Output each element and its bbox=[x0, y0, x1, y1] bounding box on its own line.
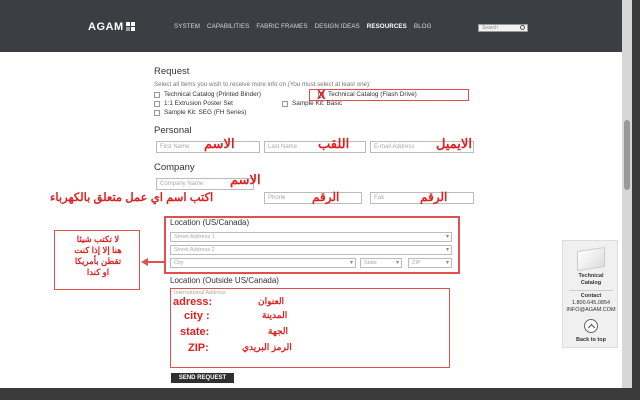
annotation-number-fax: الرقم bbox=[420, 190, 448, 204]
fax-field[interactable]: Fax bbox=[370, 192, 474, 204]
window-edge bbox=[632, 0, 640, 400]
annotation-adress-en: adress: bbox=[173, 296, 213, 308]
bottom-bar bbox=[0, 388, 640, 400]
company-heading: Company bbox=[154, 162, 195, 173]
catalog-label[interactable]: Technical Catalog bbox=[578, 273, 604, 286]
us-location-heading: Location (US/Canada) bbox=[170, 218, 250, 227]
checkbox-sample-basic[interactable]: Sample Kit: Basic bbox=[282, 100, 342, 107]
vertical-scrollbar[interactable] bbox=[622, 0, 632, 400]
sidebar-widget bbox=[562, 240, 618, 348]
email-field[interactable]: E-mail Address bbox=[370, 141, 474, 153]
search-input[interactable]: Search bbox=[478, 24, 528, 32]
last-name-field[interactable]: Last Name bbox=[264, 141, 366, 153]
nav-design-ideas[interactable]: DESIGN IDEAS bbox=[314, 23, 360, 30]
cross-mark: X bbox=[317, 87, 326, 102]
annotation-us-note: لا تكتب شيئا هنا إلا إذا كنت تقطن بأمريكا او كندا bbox=[74, 234, 122, 277]
first-name-field[interactable]: First Name bbox=[156, 141, 260, 153]
scrollbar-thumb[interactable] bbox=[624, 120, 630, 190]
annotation-state-ar: الجهة bbox=[268, 326, 289, 336]
annotation-company-name: الاسم bbox=[230, 172, 261, 187]
annotation-number-phone: الرقم bbox=[312, 190, 340, 204]
site-header bbox=[0, 0, 622, 52]
back-to-top-label[interactable]: Back to top bbox=[576, 337, 606, 343]
request-heading: Request bbox=[154, 66, 190, 77]
phone-field[interactable]: Phone bbox=[264, 192, 362, 204]
international-address-placeholder: International Address bbox=[174, 290, 226, 296]
zip-field[interactable]: ZIP ▾ bbox=[408, 258, 452, 268]
send-request-button[interactable]: SEND REQUEST bbox=[171, 373, 234, 383]
catalog-thumbnail[interactable] bbox=[577, 247, 605, 271]
nav-system[interactable]: SYSTEM bbox=[174, 23, 201, 30]
annotation-city-ar: المدينة bbox=[262, 310, 288, 320]
checkbox-extrusion-poster[interactable]: 1:1 Extrusion Poster Set bbox=[154, 100, 233, 107]
annotation-name: الاسم bbox=[204, 136, 235, 151]
annotation-zip-ar: الرمز البريدي bbox=[242, 342, 292, 352]
form-page bbox=[0, 52, 622, 400]
back-to-top-icon[interactable] bbox=[584, 319, 598, 333]
agam-logo[interactable]: AGAM bbox=[88, 20, 136, 34]
personal-heading: Personal bbox=[154, 125, 192, 136]
logo-mark-icon bbox=[126, 22, 136, 32]
checkbox-printed-binder[interactable]: Technical Catalog (Printed Binder) bbox=[154, 91, 261, 98]
nav-capabilities[interactable]: CAPABILITIES bbox=[207, 23, 250, 30]
nav-resources[interactable]: RESOURCES bbox=[366, 23, 407, 30]
request-note: Select all items you wish to receive more info on (You must select at least one): bbox=[154, 81, 371, 88]
street-address-2-field[interactable]: Street Address 2 ▾ bbox=[170, 245, 452, 255]
state-select[interactable]: State ▾ bbox=[360, 258, 402, 268]
annotation-zip-en: ZIP: bbox=[188, 342, 209, 354]
outside-location-heading: Location (Outside US/Canada) bbox=[170, 276, 279, 285]
annotation-city-en: city : bbox=[184, 310, 210, 322]
annotation-surname: اللقب bbox=[318, 136, 350, 151]
checkbox-sample-seg[interactable]: Sample Kit: SEG (FH Series) bbox=[154, 109, 246, 116]
annotation-company-hint: اكتب اسم اي عمل متعلق بالكهرباء bbox=[50, 192, 214, 204]
street-address-1-field[interactable]: Street Address 1 ▾ bbox=[170, 232, 452, 242]
divider bbox=[569, 290, 613, 291]
search-icon[interactable] bbox=[520, 25, 527, 31]
arrow-left-icon bbox=[140, 256, 166, 268]
nav-blog[interactable]: BLOG bbox=[413, 23, 432, 30]
contact-block: Contact 1.800.645.0854 INFO@AGAM.COM bbox=[566, 293, 616, 313]
annotation-state-en: state: bbox=[180, 326, 210, 338]
nav-fabric-frames[interactable]: FABRIC FRAMES bbox=[256, 23, 308, 30]
company-name-field[interactable]: Company Name bbox=[156, 178, 254, 190]
annotation-email: الايميل bbox=[436, 136, 472, 151]
annotation-adress-ar: العنوان bbox=[258, 296, 285, 306]
main-nav bbox=[174, 23, 432, 30]
checkbox-flash-drive[interactable]: Technical Catalog (Flash Drive) bbox=[318, 91, 417, 98]
city-field[interactable]: City ▾ bbox=[170, 258, 356, 268]
